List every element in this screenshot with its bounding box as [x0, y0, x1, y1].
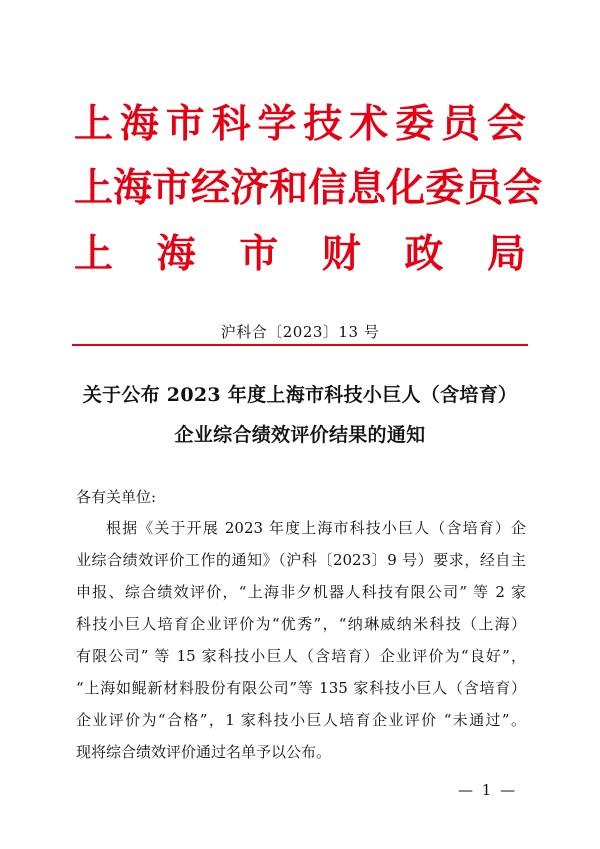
issuer-economy-commission	[74, 166, 543, 212]
body-text-line: 科技小巨人培育企业评价为“优秀”，“纳琳威纳米科技（上海）	[76, 615, 526, 633]
issuer-char: 员	[441, 102, 481, 147]
issuer-char: 财	[321, 232, 361, 277]
red-separator-line	[72, 344, 528, 346]
issuer-char: 化	[386, 166, 426, 211]
body-text-line: “上海如鲲新材料股份有限公司”等 135 家科技小巨人（含培育）	[76, 679, 526, 697]
issuer-char: 市	[152, 166, 192, 211]
body-text-line: 业综合绩效评价工作的通知》（沪科〔2023〕9 号）要求，经自主	[76, 551, 526, 569]
issuer-char: 济	[230, 166, 270, 211]
issuer-char: 局	[486, 232, 526, 277]
body-text-line: 企业评价为“合格”，1 家科技小巨人培育企业评价 “未通过”。	[76, 711, 526, 729]
issuer-char: 海	[113, 166, 153, 211]
issuer-char: 经	[191, 166, 231, 211]
issuer-char: 上	[74, 166, 114, 211]
issuer-char: 海	[119, 102, 159, 147]
issuer-char: 会	[503, 166, 543, 211]
issuer-char: 委	[425, 166, 465, 211]
issuer-char: 息	[347, 166, 387, 211]
issuer-char: 学	[257, 102, 297, 147]
issuer-char: 科	[211, 102, 251, 147]
salutation: 各有关单位:	[76, 488, 157, 506]
body-text-line: 现将综合绩效评价通过名单予以公布。	[76, 743, 332, 761]
issuer-char: 市	[239, 232, 279, 277]
issuer-char: 上	[74, 102, 114, 147]
issuer-char: 委	[395, 102, 435, 147]
body-text-line: 有限公司” 等 15 家科技小巨人（含培育）企业评价为“良好”，	[76, 647, 526, 665]
body-text-line: 申报、综合绩效评价，“上海非夕机器人科技有限公司” 等 2 家	[76, 583, 526, 601]
document-title-line-1: 关于公布 2023 年度上海市科技小巨人（含培育）	[82, 384, 518, 406]
issuer-finance-bureau	[74, 232, 526, 278]
issuer-science-commission	[74, 102, 526, 148]
body-text-line: 根据《关于开展 2023 年度上海市科技小巨人（含培育）企	[106, 519, 526, 537]
issuer-char: 技	[303, 102, 343, 147]
issuer-char: 信	[308, 166, 348, 211]
document-title-line-2: 企业综合绩效评价结果的通知	[174, 424, 426, 446]
issuer-char: 上	[74, 232, 114, 277]
document-number: 沪科合〔2023〕13 号	[220, 323, 380, 341]
issuer-char: 政	[404, 232, 444, 277]
issuer-char: 和	[269, 166, 309, 211]
page-number: — 1 —	[458, 781, 518, 799]
issuer-char: 市	[165, 102, 205, 147]
issuer-char: 员	[464, 166, 504, 211]
issuer-char: 术	[349, 102, 389, 147]
issuer-char: 会	[486, 102, 526, 147]
issuer-char: 海	[156, 232, 196, 277]
